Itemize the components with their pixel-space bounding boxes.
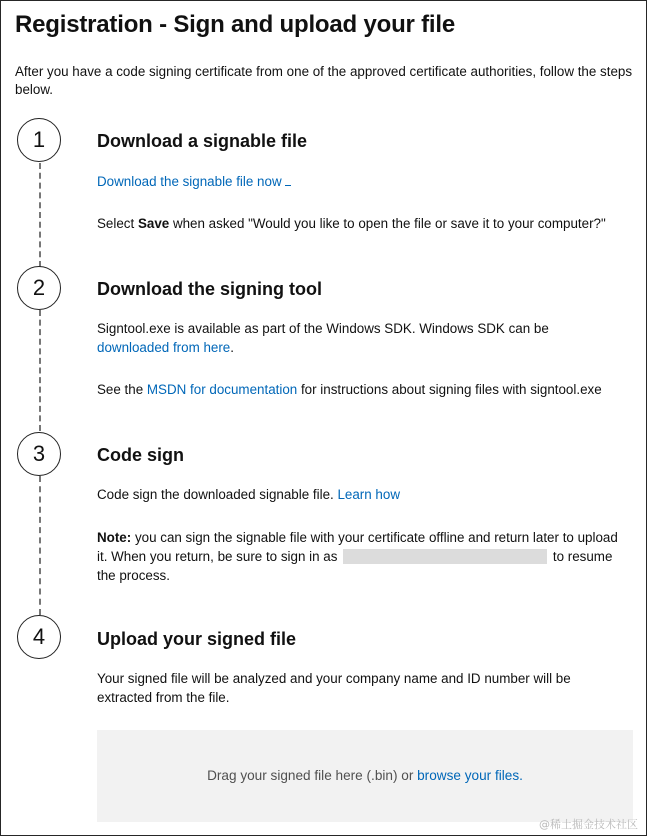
note-suffix: to resume the process. [97, 549, 613, 583]
browse-files-link[interactable]: browse your files. [417, 768, 523, 783]
download-link-line [97, 172, 637, 191]
note-label: Note: [97, 530, 132, 545]
analyze-paragraph: Your signed file will be analyzed and your company name and ID number will be extracted from the file. [97, 671, 571, 705]
sdk-suffix: . [230, 340, 234, 355]
code-sign-paragraph [97, 485, 637, 504]
docs-suffix: for instructions about signing files with signtool.exe [297, 382, 602, 397]
msdn-docs-link[interactable]: MSDN for documentation [146, 382, 298, 397]
step-1-heading: Download a signable file [97, 131, 308, 151]
save-keyword: Save [137, 216, 170, 231]
page-title: Registration - Sign and upload your file [15, 11, 456, 38]
learn-how-link[interactable]: Learn how [337, 487, 401, 502]
note-text: you can sign the signable file with your certificate offline and return later to upload it. When you return, be sure to sign in as [97, 530, 618, 564]
sdk-download-link[interactable]: downloaded from here [97, 340, 231, 355]
step-number-4: 4 [17, 615, 61, 659]
save-instruction-suffix: when asked "Would you like to open the file or save it to your computer?" [169, 216, 606, 231]
docs-paragraph [97, 380, 637, 399]
step-2-heading: Download the signing tool [97, 279, 322, 299]
download-signable-file-link[interactable]: Download the signable file now [97, 174, 282, 189]
note-paragraph [97, 528, 627, 585]
step-number-2: 2 [17, 266, 61, 310]
sdk-text: Signtool.exe is available as part of the Windows SDK. Windows SDK can be [97, 321, 549, 336]
link-underscore [285, 173, 291, 186]
drop-zone-text: Drag your signed file here (.bin) or [207, 768, 418, 783]
step-connector [39, 163, 41, 267]
sdk-paragraph [97, 319, 577, 357]
file-drop-zone[interactable] [97, 730, 633, 822]
step-connector [39, 310, 41, 431]
code-sign-text: Code sign the downloaded signable file. [97, 487, 338, 502]
intro-text: After you have a code signing certificate from one of the approved certificate authorities, follow the steps below. [15, 64, 633, 97]
redacted-account [343, 549, 547, 564]
step-connector [39, 476, 41, 615]
step-4-heading: Upload your signed file [97, 629, 297, 649]
step-3-heading: Code sign [97, 445, 185, 465]
save-instruction [97, 214, 637, 233]
save-instruction-prefix: Select [97, 216, 138, 231]
step-number-1: 1 [17, 118, 61, 162]
docs-prefix: See the [97, 382, 147, 397]
watermark: @稀土掘金技术社区 [539, 818, 638, 831]
step-number-3: 3 [17, 432, 61, 476]
